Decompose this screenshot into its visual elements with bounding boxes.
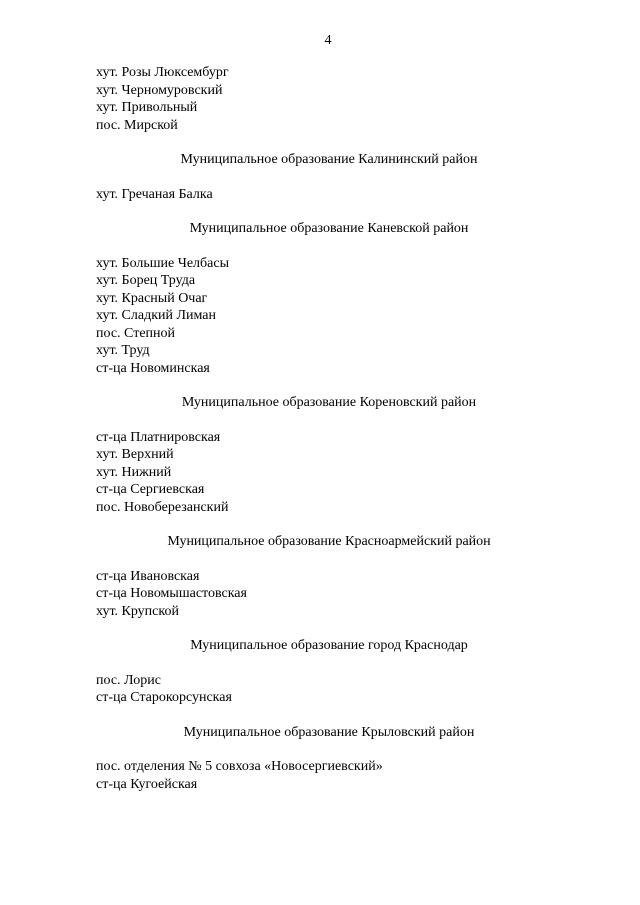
section-heading: Муниципальное образование Крыловский район xyxy=(183,724,475,740)
list-item: хут. Красный Очаг xyxy=(96,290,208,306)
list-item: хут. Крупской xyxy=(96,603,179,619)
list-item: ст-ца Платнировская xyxy=(96,429,221,445)
list-item: пос. Мирской xyxy=(96,117,178,133)
settlement-list xyxy=(96,672,546,707)
section-heading: Муниципальное образование Кореновский район xyxy=(181,395,477,410)
list-item: пос. Степной xyxy=(96,325,176,341)
list-item: хут. Нижний xyxy=(96,464,172,480)
list-item: ст-ца Новоминская xyxy=(96,360,210,376)
list-item: пос. Новоберезанский xyxy=(96,499,229,515)
list-item: хут. Большие Челбасы xyxy=(96,255,229,271)
list-item: ст-ца Новомышастовская xyxy=(96,586,247,601)
list-item: хут. Сладкий Лиман xyxy=(96,308,216,323)
list-item: ст-ца Старокорсунская xyxy=(96,690,232,705)
section-heading: Муниципальное образование Калининский район xyxy=(180,152,478,167)
section-heading: Муниципальное образование Каневской район xyxy=(189,221,469,236)
settlement-list xyxy=(96,429,546,517)
list-item: хут. Труд xyxy=(96,343,150,358)
section-heading: Муниципальное образование город Краснодар xyxy=(190,638,468,653)
page-number: 4 xyxy=(324,33,332,48)
list-item: пос. отделения № 5 совхоза «Новосергиевский» xyxy=(96,759,383,774)
list-item: хут. Черномуровский xyxy=(96,82,223,98)
list-item: хут. Борец Труда xyxy=(96,273,196,288)
list-item: ст-ца Кугоейская xyxy=(96,776,198,792)
settlement-list xyxy=(96,186,546,204)
list-item: хут. Привольный xyxy=(96,100,198,115)
list-item: хут. Розы Люксембург xyxy=(96,65,229,80)
list-item: хут. Верхний xyxy=(96,447,174,462)
settlement-list xyxy=(96,255,546,378)
document-content xyxy=(96,64,546,793)
list-item: ст-ца Сергиевская xyxy=(96,482,205,497)
settlement-list xyxy=(96,758,546,793)
section-heading: Муниципальное образование Красноармейский район xyxy=(167,534,491,549)
list-item: ст-ца Ивановская xyxy=(96,568,200,584)
list-item: пос. Лорис xyxy=(96,672,161,688)
settlement-list xyxy=(96,568,546,621)
settlement-list xyxy=(96,64,546,134)
list-item: хут. Гречаная Балка xyxy=(96,186,213,202)
